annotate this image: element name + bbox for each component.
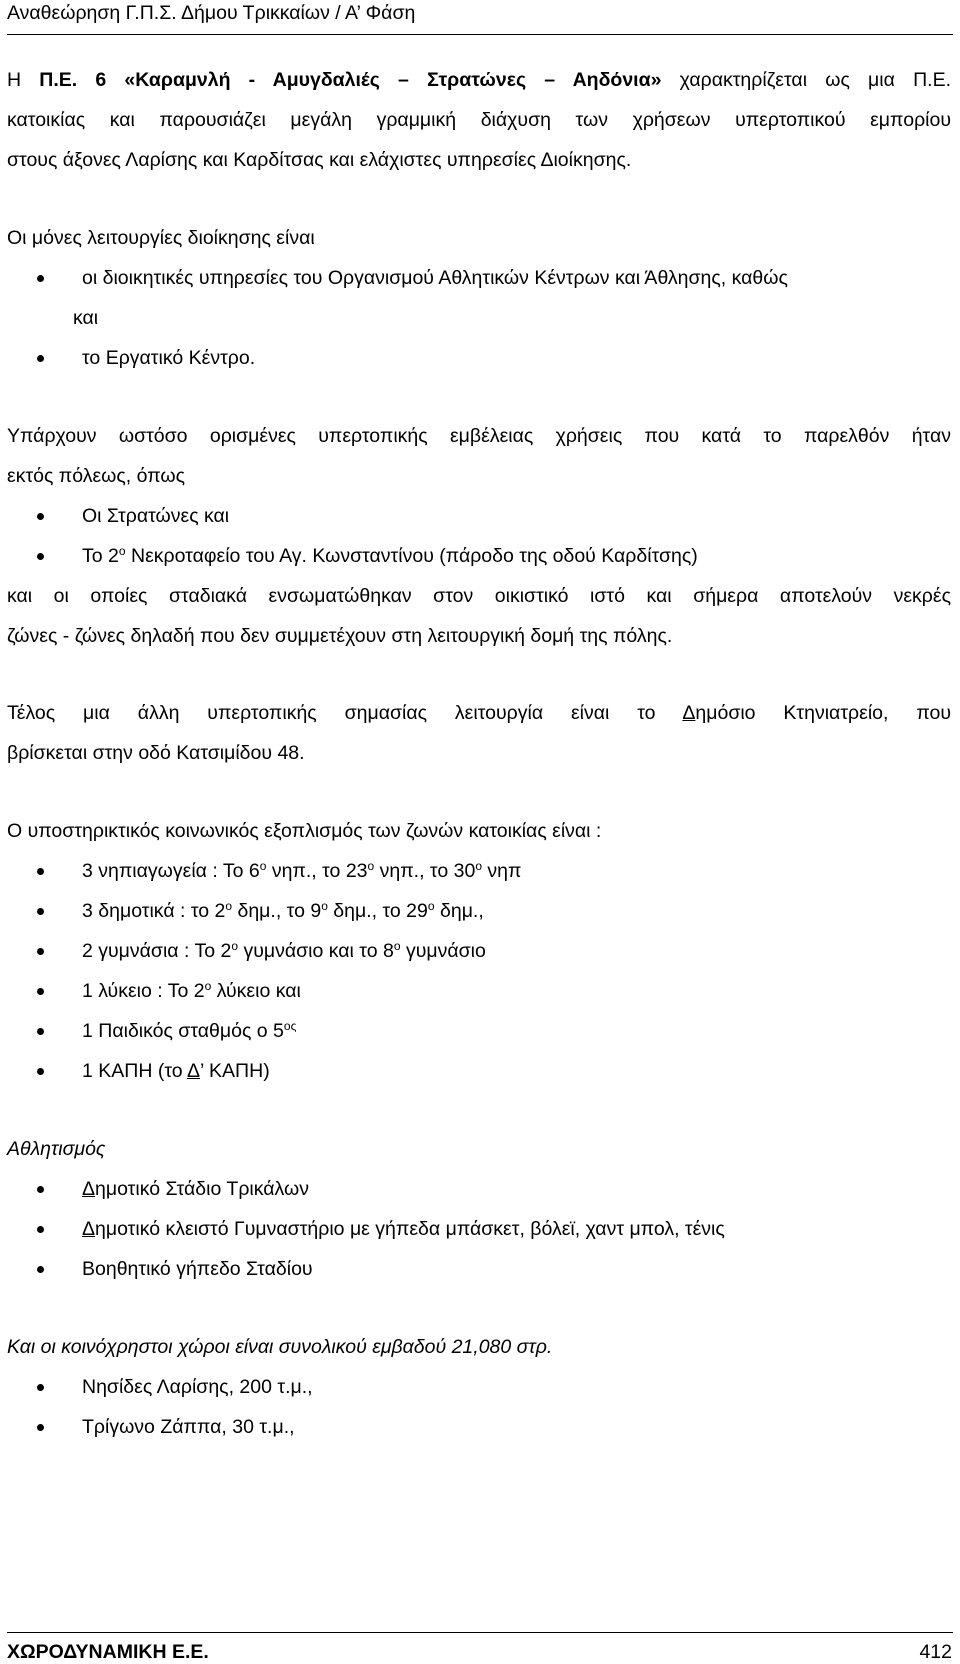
vet-line-1: Τέλος μια άλλη υπερτοπικής σημασίας λειτουργία είναι το Δημόσιο Κτηνιατρείο, που (7, 702, 952, 724)
sport-item-aux-field: Βοηθητικό γήπεδο Σταδίου (82, 1258, 313, 1280)
intro-prefix: Η (7, 69, 40, 91)
social-heading: Ο υποστηρικτικός κοινωνικός εξοπλισμός των ζωνών κατοικίας είναι : (7, 820, 602, 842)
supra-line-4: ζώνες - ζώνες δηλαδή που δεν συμμετέχουν στη λειτουργική δομή της πόλης. (7, 625, 673, 647)
bullet-icon (37, 1028, 44, 1035)
bullet-icon (37, 948, 44, 955)
sport-item-gym: Δημοτικό κλειστό Γυμναστήριο με γήπεδα μπάσκετ, βόλεϊ, χαντ μπολ, τένις (82, 1218, 725, 1240)
open-item-1: Νησίδες Λαρίσης, 200 τ.μ., (82, 1376, 313, 1398)
sport-item-stadium: Δημοτικό Στάδιο Τρικάλων (82, 1178, 309, 1200)
sport-heading: Αθλητισμός (7, 1138, 106, 1160)
open-item-2: Τρίγωνο Ζάππα, 30 τ.μ., (82, 1416, 295, 1438)
bullet-icon (37, 868, 44, 875)
supra-line-3: και οι οποίες σταδιακά ενσωματώθηκαν στον οικιστικό ιστό και σήμερα αποτελούν νεκρές (7, 585, 951, 607)
footer-company: ΧΩΡΟΔΥΝΑΜΙΚΗ Ε.Ε. (7, 1641, 209, 1663)
bullet-icon (37, 1266, 44, 1273)
vet-line-2: βρίσκεται στην οδό Κατσιμίδου 48. (7, 742, 305, 764)
bullet-icon (37, 1068, 44, 1075)
supra-item-2: Το $2^o$ Νεκροταφείο του Αγ. Κωνσταντίνου (πάροδο της οδού Καρδίτσης) (82, 544, 698, 567)
admin-item-2: το Εργατικό Κέντρο. (82, 347, 256, 369)
intro-line-1 (7, 68, 951, 92)
intro-line-2: κατοικίας και παρουσιάζει μεγάλη γραμμική διάχυση των χρήσεων υπερτοπικού εμπορίου (7, 109, 951, 131)
bullet-icon (37, 1186, 44, 1193)
social-item-lyceum: 1 λύκειο : Το $2^o$ λύκειο και (82, 979, 301, 1002)
intro-suffix: χαρακτηρίζεται ως μια Π.Ε. (661, 69, 951, 91)
zone-name: Π.Ε. 6 «Καραμνλή - Αμυγδαλιές – Στρατώνες – Αηδόνια» (39, 69, 662, 91)
bullet-icon (37, 513, 44, 520)
admin-item-1: οι διοικητικές υπηρεσίες του Οργανισμού Αθλητικών Κέντρων και Άθλησης, καθώς (82, 267, 788, 289)
bullet-icon (37, 988, 44, 995)
bullet-icon (37, 1384, 44, 1391)
supra-line-1: Υπάρχουν ωστόσο ορισμένες υπερτοπικής εμβέλειας χρήσεις που κατά το παρελθόν ήταν (7, 425, 951, 447)
admin-item-1-cont: και (73, 307, 99, 329)
footer-divider (7, 1632, 953, 1633)
social-item-kapi: 1 ΚΑΠΗ (το Δ’ ΚΑΠΗ) (82, 1060, 270, 1082)
bullet-icon (37, 553, 44, 560)
open-heading: Και οι κοινόχρηστοι χώροι είναι συνολικού εμβαδού 21,080 στρ. (7, 1336, 553, 1358)
page-number: 412 (919, 1641, 952, 1663)
admin-heading: Οι μόνες λειτουργίες διοίκησης είναι (7, 227, 315, 249)
supra-line-2: εκτός πόλεως, όπως (7, 465, 186, 487)
bullet-icon (37, 1424, 44, 1431)
social-item-gymnasium: 2 γυμνάσια : Το $2^o$ γυμνάσιο και το $8^o$ γυμνάσιο (82, 939, 486, 962)
social-item-primary: 3 δημοτικά : το $2^o$ δημ., το $9^o$ δημ., το $29^o$ δημ., (82, 899, 484, 922)
bullet-icon (37, 355, 44, 362)
intro-line-3: στους άξονες Λαρίσης και Καρδίτσας και ελάχιστες υπηρεσίες Διοίκησης. (7, 149, 632, 171)
social-item-nursery: 1 Παιδικός σταθμός ο $5^{o\varsigma}$ (82, 1019, 297, 1042)
header-divider (7, 34, 953, 35)
social-item-kindergartens: 3 νηπιαγωγεία : Το $6^o$ νηπ., το $23^o$ νηπ., το $30^o$ νηπ (82, 859, 522, 882)
bullet-icon (37, 908, 44, 915)
running-header: Αναθεώρηση Γ.Π.Σ. Δήμου Τρικκαίων / Α’ Φάση (7, 2, 416, 24)
bullet-icon (37, 1226, 44, 1233)
bullet-icon (37, 275, 44, 282)
supra-item-1: Οι Στρατώνες και (82, 505, 230, 527)
